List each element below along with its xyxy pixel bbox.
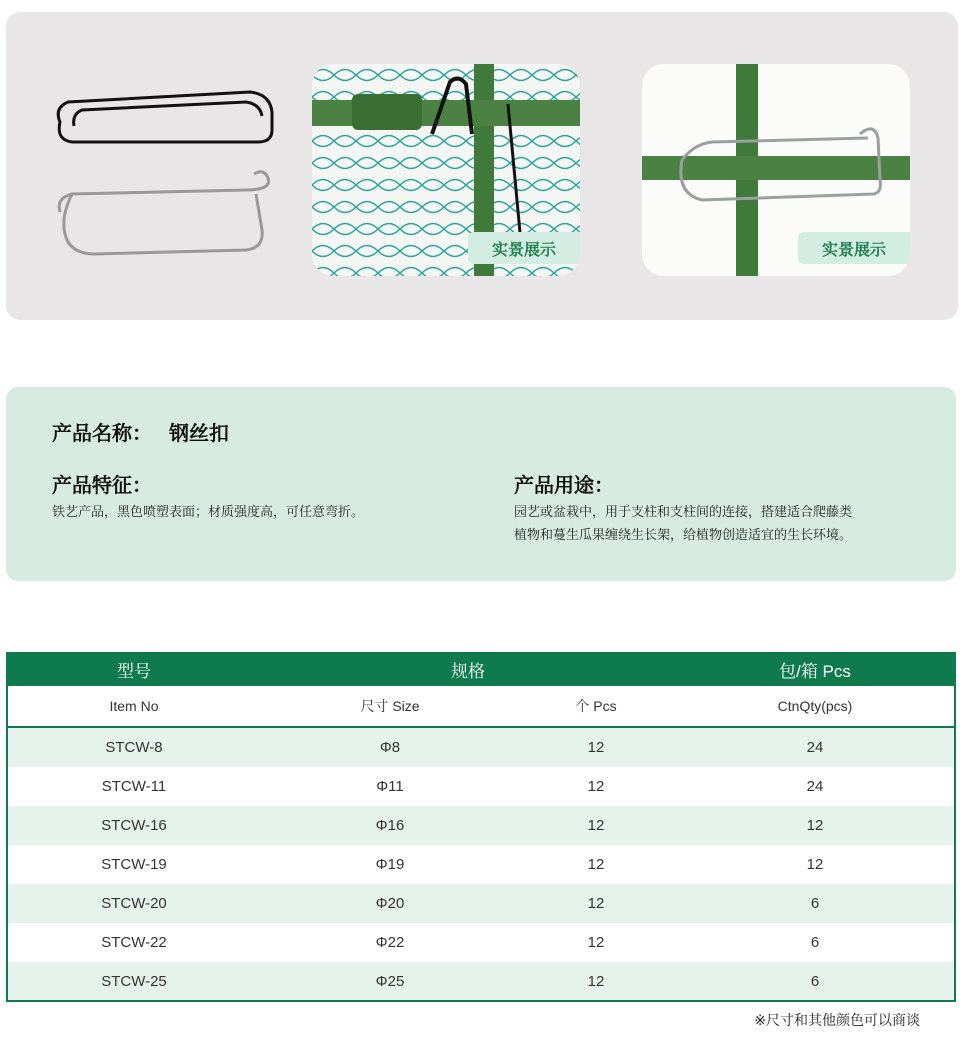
product-name-label: 产品名称：: [52, 421, 152, 445]
cell-size: Φ11: [376, 778, 404, 795]
cell-pcs: 12: [587, 934, 605, 951]
cell-item-no: STCW-20: [6, 884, 262, 923]
cell-item-no: STCW-25: [6, 962, 262, 1001]
table-row: [6, 767, 956, 806]
cell-item-no: STCW-16: [6, 806, 262, 845]
cell-pcs: 12: [587, 856, 605, 873]
header-spec: 规格: [262, 652, 674, 686]
features-heading: 产品特征：: [52, 473, 152, 497]
cell-ctnqty: 6: [674, 884, 956, 923]
cell-size: Φ20: [262, 884, 518, 923]
cell-ctnqty: 6: [810, 934, 820, 951]
cell-pcs: 12: [587, 778, 605, 795]
cell-ctnqty: 24: [674, 727, 956, 767]
spec-table: [6, 652, 956, 1001]
scene-photo-net: [312, 64, 580, 276]
cell-size: Φ22: [375, 934, 405, 951]
cell-ctnqty: 24: [806, 778, 824, 795]
features-text: 铁艺产品，黑色喷塑表面；材质强度高，可任意弯折。: [52, 505, 365, 520]
product-name: [52, 417, 229, 446]
table-row: [6, 845, 956, 884]
cell-pcs: 12: [518, 727, 674, 767]
table-row: [6, 962, 956, 1001]
cell-ctnqty: 12: [674, 806, 956, 845]
product-gallery: [6, 12, 958, 320]
cell-item-no: STCW-8: [6, 727, 262, 767]
product-info-panel: [6, 387, 956, 581]
cell-item-no: STCW-22: [101, 934, 167, 951]
header-model: 型号: [6, 652, 262, 686]
cell-ctnqty: 6: [674, 962, 956, 1001]
subheader-size: 尺寸 Size: [262, 686, 518, 727]
footnote: ※尺寸和其他颜色可以商谈: [754, 1013, 920, 1029]
table-header-row: [6, 652, 956, 686]
table-row: [6, 727, 956, 767]
usage-heading: 产品用途：: [514, 473, 614, 497]
product-clips-image: [50, 82, 280, 272]
header-carton: 包/箱 Pcs: [674, 652, 956, 686]
table-row: [6, 806, 956, 845]
cell-item-no: STCW-19: [101, 856, 167, 873]
cell-pcs: 12: [518, 962, 674, 1001]
cell-pcs: 12: [518, 806, 674, 845]
subheader-pcs: 个 Pcs: [518, 686, 674, 727]
scene-photo-stake: [642, 64, 910, 276]
usage-text-line-2: 植物和蔓生瓜果缠绕生长架，给植物创造适宜的生长环境。: [514, 528, 853, 543]
cell-size: Φ25: [262, 962, 518, 1001]
cell-size: Φ8: [262, 727, 518, 767]
cell-item-no: STCW-11: [101, 778, 167, 795]
cell-size: Φ16: [262, 806, 518, 845]
subheader-ctnqty: CtnQty(pcs): [674, 686, 956, 727]
table-subheader-row: [6, 686, 956, 727]
scene-tag: 实景展示: [468, 232, 580, 264]
cell-ctnqty: 12: [806, 856, 824, 873]
cell-pcs: 12: [518, 884, 674, 923]
table-row: [6, 923, 956, 962]
cell-size: Φ19: [375, 856, 405, 873]
usage-text-line-1: 园艺或盆栽中，用于支柱和支柱间的连接，搭建适合爬藤类: [514, 505, 853, 520]
scene-tag: 实景展示: [798, 232, 910, 264]
product-name-value: 钢丝扣: [168, 421, 229, 445]
subheader-item-no: Item No: [6, 686, 262, 727]
table-row: [6, 884, 956, 923]
